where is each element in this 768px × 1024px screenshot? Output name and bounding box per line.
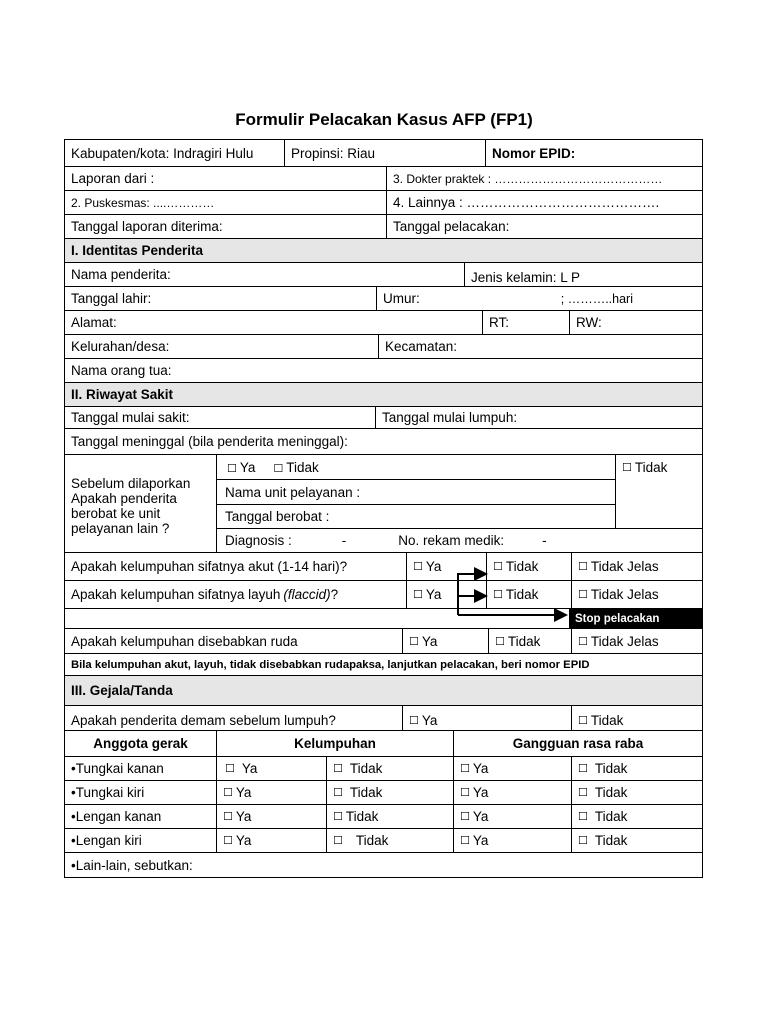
berobat-tidak-option[interactable]: ☐ Tidak [273, 459, 319, 475]
rasa-raba-ya-option[interactable]: ☐ Ya [453, 781, 571, 804]
section-identitas-title: I. Identitas Penderita [71, 243, 204, 258]
layuh-question: Apakah kelumpuhan sifatnya layuh (flaccid) ? [71, 587, 339, 602]
col-kelumpuhan: Kelumpuhan [216, 731, 453, 756]
row-lain-lain [64, 853, 703, 878]
diagnosis-field[interactable]: Diagnosis : - No. rekam medik: - [225, 533, 547, 548]
checkbox-icon[interactable]: ☐ [413, 560, 423, 573]
checkbox-icon[interactable]: ☐ [333, 834, 343, 847]
jenis-kelamin-field[interactable]: Jenis kelamin: L P [464, 263, 702, 286]
umur-label: Umur: [383, 291, 420, 306]
akut-question: Apakah kelumpuhan sifatnya akut (1-14 hari)? [71, 559, 348, 574]
rasa-raba-ya-option[interactable]: ☐ Ya [453, 805, 571, 828]
kelumpuhan-ya-option[interactable]: ☐ Ya [216, 781, 326, 804]
ruda-question: Apakah kelumpuhan disebabkan ruda [71, 633, 298, 649]
lain-lain-field[interactable]: •Lain-lain, sebutkan: [71, 857, 193, 873]
kelumpuhan-ya-option[interactable]: ☐ Ya [216, 805, 326, 828]
checkbox-icon[interactable]: ☐ [333, 810, 343, 823]
rasa-raba-ya-option[interactable]: ☐ Ya [453, 757, 571, 780]
checkbox-icon[interactable]: ☐ [578, 634, 588, 648]
layuh-ya-option[interactable]: ☐ Ya [406, 581, 486, 608]
checkbox-icon[interactable]: ☐ [460, 834, 470, 847]
tanggal-berobat-field[interactable]: Tanggal berobat : [225, 509, 330, 524]
checkbox-icon[interactable]: ☐ [409, 713, 419, 727]
rekam-medik-label: No. rekam medik: [398, 533, 505, 548]
limb-row [64, 781, 703, 805]
limb-label: •Tungkai kiri [71, 785, 145, 800]
kelumpuhan-tidak-option[interactable]: ☐ Tidak [326, 829, 453, 852]
rasa-raba-tidak-option[interactable]: ☐ Tidak [571, 757, 702, 780]
checkbox-icon[interactable]: ☐ [225, 762, 235, 775]
berobat-ya-option[interactable]: ☐ Ya [227, 459, 256, 475]
checkbox-icon[interactable]: ☐ [227, 461, 237, 475]
limb-label: •Tungkai kanan [71, 761, 164, 776]
section-gejala-header [64, 676, 703, 706]
checkbox-icon[interactable]: ☐ [413, 588, 423, 601]
dokter-praktek-field[interactable]: 3. Dokter praktek : …………………………………… [386, 167, 702, 190]
propinsi-field[interactable]: Propinsi: Riau [284, 140, 485, 166]
kelumpuhan-tidak-option[interactable]: ☐ Tidak [326, 757, 453, 780]
umur-hari-label: ; ………..hari [560, 291, 633, 306]
checkbox-icon[interactable]: ☐ [223, 810, 233, 823]
checkbox-icon[interactable]: ☐ [460, 762, 470, 775]
limb-row [64, 805, 703, 829]
checkbox-icon[interactable]: ☐ [223, 834, 233, 847]
checkbox-icon[interactable]: ☐ [223, 786, 233, 799]
form-title: Formulir Pelacakan Kasus AFP (FP1) [235, 110, 533, 129]
rasa-raba-ya-option[interactable]: ☐ Ya [453, 829, 571, 852]
puskesmas-field[interactable]: 2. Puskesmas: ....………… [71, 195, 215, 210]
nama-penderita-field[interactable]: Nama penderita: [71, 267, 171, 282]
checkbox-icon[interactable]: ☐ [578, 588, 588, 601]
akut-ya-option[interactable]: ☐ Ya [406, 553, 486, 580]
tanggal-lahir-field[interactable]: Tanggal lahir: [71, 291, 152, 306]
col-gangguan-rasa-raba: Gangguan rasa raba [453, 731, 702, 756]
checkbox-icon[interactable]: ☐ [460, 810, 470, 823]
nomor-epid-field[interactable]: Nomor EPID: [485, 140, 702, 166]
checkbox-icon[interactable]: ☐ [333, 786, 343, 799]
section-gejala-title: III. Gejala/Tanda [71, 683, 173, 698]
checkbox-icon[interactable]: ☐ [493, 560, 503, 573]
demam-question: Apakah penderita demam sebelum lumpuh? [71, 712, 336, 728]
demam-tidak-option[interactable]: ☐ Tidak [571, 706, 702, 730]
layuh-tidak-option[interactable]: ☐ Tidak [486, 581, 571, 608]
rasa-raba-tidak-option[interactable]: ☐ Tidak [571, 781, 702, 804]
checkbox-icon[interactable]: ☐ [578, 560, 588, 573]
berobat-tidak-right-option[interactable]: ☐ Tidak [622, 459, 668, 475]
checkbox-icon[interactable]: ☐ [495, 634, 505, 648]
row-demam [64, 706, 703, 731]
limb-row [64, 829, 703, 853]
kelumpuhan-ya-option[interactable]: ☐ Ya [216, 757, 326, 780]
ruda-ya-option[interactable]: ☐ Ya [402, 629, 488, 653]
limb-label: •Lengan kiri [71, 833, 142, 848]
rw-field[interactable]: RW: [569, 311, 702, 334]
checkbox-icon[interactable]: ☐ [578, 786, 588, 799]
checkbox-icon[interactable]: ☐ [578, 713, 588, 727]
layuh-tidak-jelas-option[interactable]: ☐ Tidak Jelas [571, 581, 702, 608]
mulai-sakit-field[interactable]: Tanggal mulai sakit: [71, 410, 190, 425]
col-anggota-gerak: Anggota gerak [93, 736, 188, 751]
checkbox-icon[interactable]: ☐ [493, 588, 503, 601]
meninggal-field[interactable]: Tanggal meninggal (bila penderita meninggal): [71, 434, 348, 449]
checkbox-icon[interactable]: ☐ [333, 762, 343, 775]
checkbox-icon[interactable]: ☐ [578, 810, 588, 823]
kelurahan-field[interactable]: Kelurahan/desa: [71, 339, 170, 354]
unit-pelayanan-field[interactable]: Nama unit pelayanan : [225, 484, 361, 500]
section-riwayat-title: II. Riwayat Sakit [71, 387, 174, 402]
ruda-tidak-jelas-option[interactable]: ☐ Tidak Jelas [571, 629, 702, 653]
checkbox-icon[interactable]: ☐ [578, 834, 588, 847]
rt-field[interactable]: RT: [482, 311, 569, 334]
laporan-dari-field[interactable]: Laporan dari : [71, 171, 155, 186]
limb-label: •Lengan kanan [71, 809, 162, 824]
rasa-raba-tidak-option[interactable]: ☐ Tidak [571, 829, 702, 852]
checkbox-icon[interactable]: ☐ [460, 786, 470, 799]
tanggal-pelacakan-field[interactable]: Tanggal pelacakan: [386, 215, 702, 238]
limb-row [64, 757, 703, 781]
kelumpuhan-tidak-option[interactable]: ☐ Tidak [326, 781, 453, 804]
akut-tidak-jelas-option[interactable]: ☐ Tidak Jelas [571, 553, 702, 580]
kabupaten-field[interactable]: Kabupaten/kota: Indragiri Hulu [71, 145, 254, 161]
mulai-lumpuh-field[interactable]: Tanggal mulai lumpuh: [375, 407, 702, 428]
alamat-field[interactable]: Alamat: [71, 315, 117, 330]
tanggal-laporan-field[interactable]: Tanggal laporan diterima: [71, 219, 223, 234]
lainnya-field[interactable]: 4. Lainnya : ……………………………………. [386, 191, 702, 214]
ruda-tidak-option[interactable]: ☐ Tidak [488, 629, 571, 653]
berobat-question: Sebelum dilaporkan Apakah penderita berobat ke unit pelayanan lain ? [71, 475, 191, 536]
orang-tua-field[interactable]: Nama orang tua: [71, 363, 172, 378]
checkbox-icon[interactable]: ☐ [409, 634, 419, 648]
rasa-raba-tidak-option[interactable]: ☐ Tidak [571, 805, 702, 828]
checkbox-icon[interactable]: ☐ [578, 762, 588, 775]
stop-pelacakan-label: Stop pelacakan [569, 609, 703, 629]
epid-note: Bila kelumpuhan akut, layuh, tidak disebabkan rudapaksa, lanjutkan pelacakan, beri nomor EPID [71, 658, 590, 671]
row-limb-header [64, 731, 703, 757]
kelumpuhan-tidak-option[interactable]: ☐ Tidak [326, 805, 453, 828]
kecamatan-field[interactable]: Kecamatan: [378, 335, 702, 358]
checkbox-icon[interactable]: ☐ [273, 461, 284, 475]
demam-ya-option[interactable]: ☐ Ya [402, 706, 571, 730]
row-note [64, 654, 703, 676]
akut-tidak-option[interactable]: ☐ Tidak [486, 553, 571, 580]
kelumpuhan-ya-option[interactable]: ☐ Ya [216, 829, 326, 852]
checkbox-icon[interactable]: ☐ [622, 460, 632, 474]
